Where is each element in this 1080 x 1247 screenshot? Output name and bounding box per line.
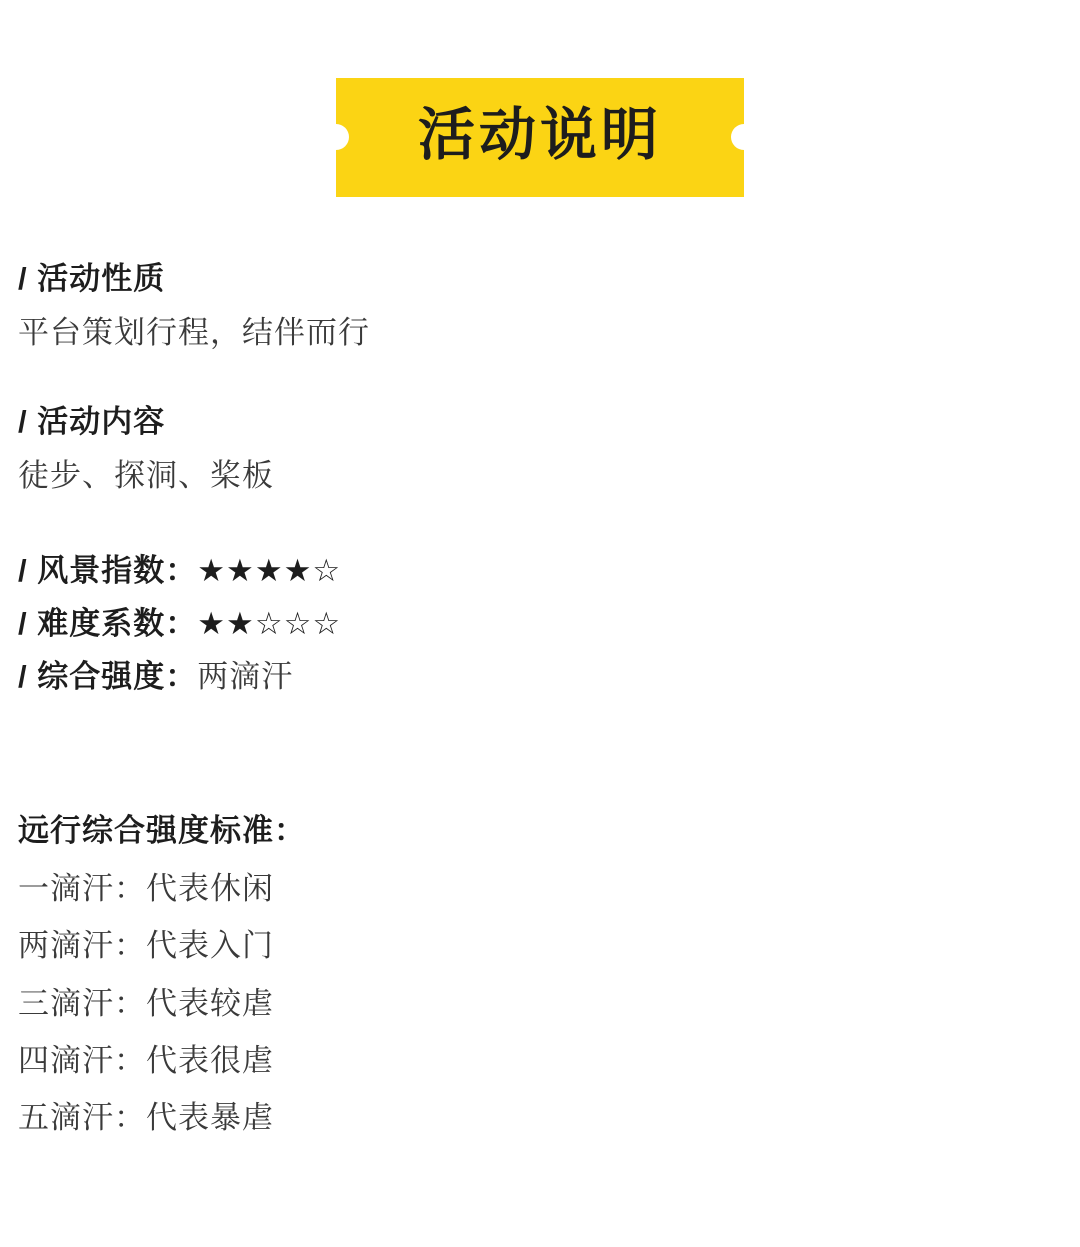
section-heading: / 活动内容 bbox=[18, 404, 166, 440]
rating-row-difficulty bbox=[18, 597, 1066, 650]
section-activity-nature bbox=[18, 257, 1066, 356]
content-body bbox=[14, 197, 1066, 1147]
title-ticket-banner bbox=[336, 78, 744, 197]
star-rating-icon: ★★☆☆☆ bbox=[197, 605, 342, 641]
page-title: 活动说明 bbox=[418, 103, 662, 167]
list-item: 三滴汗：代表较虐 bbox=[18, 985, 274, 1021]
rating-row-scenery bbox=[18, 544, 1066, 597]
list-item: 四滴汗：代表很虐 bbox=[18, 1043, 274, 1079]
section-text: 平台策划行程，结伴而行 bbox=[18, 314, 370, 350]
intensity-standard-block bbox=[18, 808, 1066, 1147]
star-rating-icon: ★★★★☆ bbox=[197, 552, 342, 588]
list-item: 一滴汗：代表休闲 bbox=[18, 871, 274, 906]
rating-label: / 风景指数： bbox=[18, 552, 198, 588]
section-text: 徒步、探洞、桨板 bbox=[18, 458, 274, 494]
rating-row-intensity bbox=[18, 650, 1066, 703]
section-activity-content bbox=[18, 400, 1066, 499]
ratings-group bbox=[18, 544, 1066, 704]
rating-value: 两滴汗 bbox=[197, 659, 294, 695]
list-item: 五滴汗：代表暴虐 bbox=[18, 1100, 274, 1136]
banner-wrap bbox=[14, 0, 1066, 197]
rating-label: / 综合强度： bbox=[18, 659, 198, 695]
list-item: 两滴汗：代表入门 bbox=[18, 928, 274, 964]
section-heading: / 活动性质 bbox=[18, 260, 166, 296]
standard-list bbox=[18, 860, 1066, 1147]
standard-title: 远行综合强度标准： bbox=[18, 812, 306, 848]
rating-label: / 难度系数： bbox=[18, 605, 198, 641]
